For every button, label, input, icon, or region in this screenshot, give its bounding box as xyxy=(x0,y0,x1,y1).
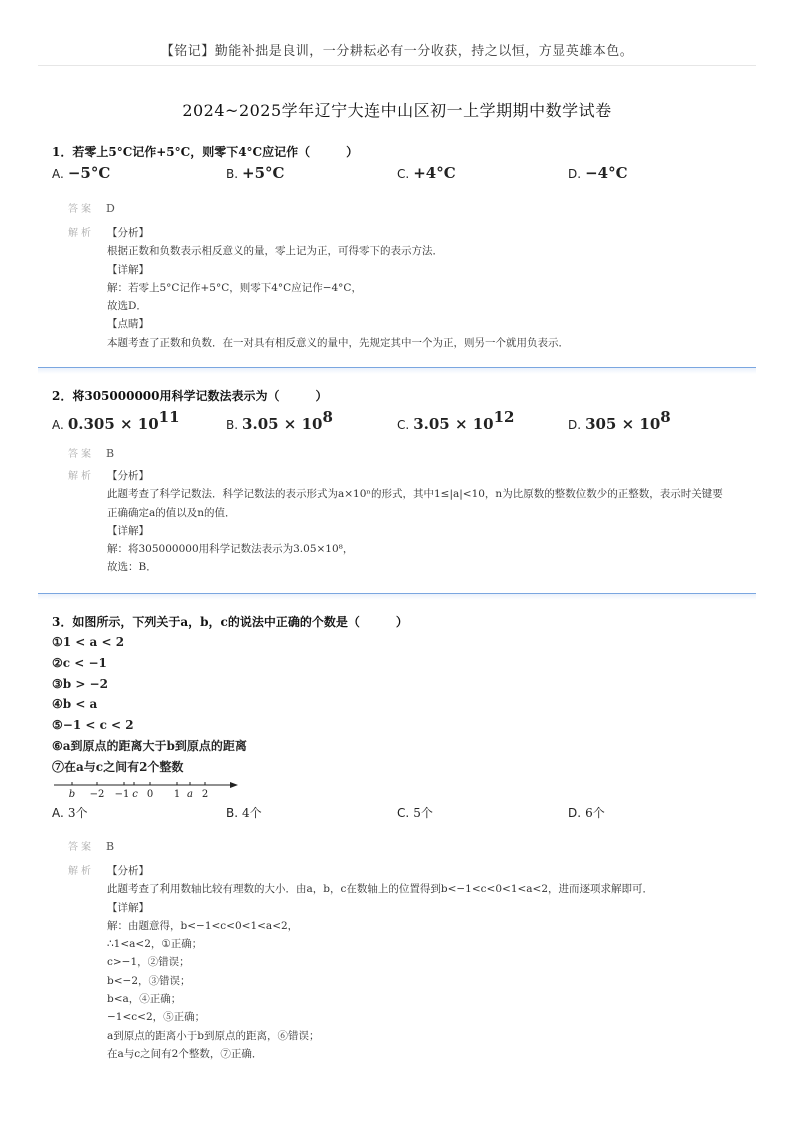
analysis-line: 故选D． xyxy=(107,300,147,313)
question-2-stem: 2．将305000000用科学记数法表示为（ ） xyxy=(52,389,328,403)
analysis-label: 解析 xyxy=(68,866,94,877)
answer-value: B xyxy=(106,840,115,853)
question-3-options-wrap xyxy=(52,802,752,828)
arrow-right-icon xyxy=(230,782,238,788)
option-c: C. 5个 xyxy=(397,806,433,820)
question-1-stem: 1．若零上5°C记作+5°C，则零下4°C应记作（ ） xyxy=(52,145,359,159)
statement-item: ⑤−1 < c < 2 xyxy=(52,718,134,733)
tick-label: 1 xyxy=(173,789,181,799)
analysis-line: 【详解】 xyxy=(107,524,149,537)
analysis-line: 正确确定a的值以及n的值． xyxy=(107,506,236,519)
analysis-line: 【分析】 xyxy=(107,470,149,482)
analysis-line: −1<c<2，⑤正确； xyxy=(107,1011,206,1024)
statement-item: ④b < a xyxy=(52,697,98,712)
analysis-label: 解析 xyxy=(68,228,94,239)
answer-row-2 xyxy=(68,445,114,460)
option-c: C. +4°C xyxy=(397,164,456,182)
analysis-line: 【详解】 xyxy=(107,901,149,914)
answer-row-1 xyxy=(68,200,115,215)
number-line-figure xyxy=(52,777,242,799)
analysis-line: 【分析】 xyxy=(107,227,149,239)
question-3-stem: 3．如图所示，下列关于a，b，c的说法中正确的个数是（ ） xyxy=(52,615,408,629)
question-1 xyxy=(52,142,752,188)
analysis-line: 此题考查了利用数轴比较有理数的大小．由a，b，c在数轴上的位置得到b<−1<c<0<1<a<2，进而逐项求解即可． xyxy=(107,883,654,896)
statement-item: ⑦在a与c之间有2个整数 xyxy=(52,759,184,774)
answer-label: 答案 xyxy=(68,204,94,215)
option-d: D. 305 × 108 xyxy=(568,408,671,433)
option-a: A. 0.305 × 1011 xyxy=(52,408,180,433)
option-b: B. +5°C xyxy=(226,164,285,182)
option-b: B. 4个 xyxy=(226,806,262,820)
analysis-line: c>−1，②错误； xyxy=(107,956,190,969)
question-3 xyxy=(52,612,752,778)
analysis-line: 本题考查了正数和负数．在一对具有相反意义的量中，先规定其中一个为正，则另一个就用负表示． xyxy=(107,336,569,349)
analysis-2 xyxy=(68,467,723,577)
option-c: C. 3.05 × 1012 xyxy=(397,408,515,433)
analysis-line: ∴1<a<2，①正确； xyxy=(107,938,203,951)
statement-list xyxy=(52,632,752,778)
option-d: D. 6个 xyxy=(568,806,605,820)
statement-item: ③b > −2 xyxy=(52,676,108,691)
analysis-line: 故选：B． xyxy=(107,561,157,574)
tick-label: 0 xyxy=(146,789,154,799)
question-2 xyxy=(52,386,752,432)
option-d: D. −4°C xyxy=(568,164,628,182)
analysis-line: a到原点的距离小于b到原点的距离，⑥错误； xyxy=(107,1029,320,1042)
analysis-line: 在a与c之间有2个整数，⑦正确． xyxy=(107,1047,263,1060)
analysis-line: 【点睛】 xyxy=(107,318,149,331)
question-2-options xyxy=(52,408,752,432)
answer-row-3 xyxy=(68,838,114,853)
statement-item: ②c < −1 xyxy=(52,655,107,670)
question-1-options xyxy=(52,164,752,188)
analysis-line: 解：由题意得，b<−1<c<0<1<a<2， xyxy=(107,919,299,932)
option-a: A. 3个 xyxy=(52,806,88,820)
tick-label: 2 xyxy=(201,789,209,799)
question-3-options xyxy=(52,804,752,828)
answer-label: 答案 xyxy=(68,842,94,853)
tick-label-a: a xyxy=(187,789,193,799)
answer-value: B xyxy=(106,447,115,460)
analysis-line: 此题考查了科学记数法．科学记数法的表示形式为a×10ⁿ的形式，其中1≤|a|<10，n为比原数的整数位数少的正整数，表示时关键要 xyxy=(107,488,723,501)
tick-label: −1 xyxy=(114,789,130,799)
analysis-line: 【分析】 xyxy=(107,865,149,877)
tick-label-c: c xyxy=(132,789,138,799)
analysis-line: b<−2，③错误； xyxy=(107,974,191,987)
option-b: B. 3.05 × 108 xyxy=(226,408,333,433)
motto-banner: 【铭记】勤能补拙是良训，一分耕耘必有一分收获，持之以恒，方显英雄本色。 xyxy=(160,44,634,59)
statement-item: ⑥a到原点的距离大于b到原点的距离 xyxy=(52,738,247,753)
analysis-line: 解：若零上5°C记作+5°C，则零下4°C应记作−4°C， xyxy=(107,281,362,294)
analysis-1 xyxy=(68,224,569,352)
analysis-line: 根据正数和负数表示相反意义的量，零上记为正，可得零下的表示方法． xyxy=(107,245,443,258)
statement-item: ①1 < a < 2 xyxy=(52,635,125,649)
answer-label: 答案 xyxy=(68,449,94,460)
answer-value: D xyxy=(106,202,115,215)
option-a: A. −5°C xyxy=(52,164,111,182)
tick-label: −2 xyxy=(89,789,105,799)
header-divider xyxy=(38,65,756,66)
analysis-line: 解：将305000000用科学记数法表示为3.05×10⁸， xyxy=(107,543,354,556)
analysis-label: 解析 xyxy=(68,471,94,482)
analysis-line: 【详解】 xyxy=(107,263,149,276)
analysis-3 xyxy=(68,862,653,1063)
tick-label-b: b xyxy=(68,789,76,799)
analysis-line: b<a，④正确； xyxy=(107,993,182,1006)
page-title: 2024~2025学年辽宁大连中山区初一上学期期中数学试卷 xyxy=(182,101,612,120)
